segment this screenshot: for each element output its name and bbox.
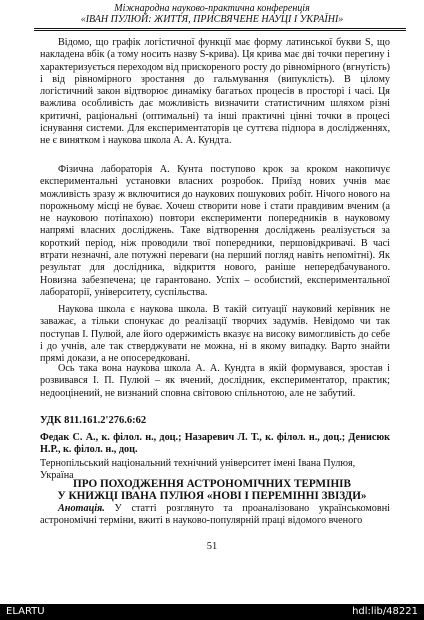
- authors-line: Федак С. А., к. філол. н., доц.; Назаревич Л. Т., к. філол. н., доц.; Денисюк Н.Р., к. філол. н., доц.: [40, 432, 390, 456]
- body-paragraph-2: Фізична лабораторія А. Кунта поступово крок за кроком накопичує експериментальні установки власних розробок. Приїзд нових учнів має можливість зразу ж включитися до наукових пошукових робіт. Нічого нового на порожньому місці не буває. Хочеш створити нове і стати правдивим вченим (а не науковою потіпахою) повтори експерименти попередників в науковому напрямі власних досліджень. Таке відтворення досліджень реалізується за короткий період, ніж проводили твої попередники, першовідкривачі. В часі втрати незначні, але потужні переваги (на перший погляд навіть непомітні). Як результат для дослідника, відкриття нового, раніше непередбачуваного. Новизна забезпечена; це гарантовано. Успіх – особистий, експериментальної лабораторії, університету, суспільства.: [40, 164, 390, 298]
- affiliation-line: Тернопільський національний технічний університет імені Івана Пулюя, Україна: [40, 458, 356, 482]
- handle-identifier: hdl:lib/48221: [352, 606, 418, 617]
- conference-header-line1: Міжнародна науково-практична конференція: [114, 3, 310, 14]
- header-rule-top: [34, 28, 406, 29]
- body-paragraph-1: Відомо, що графік логістичної функції має форму латинської букви S, що накладена вбік (а тому носить назву S-крива). Ця крива має дві точки перегину і характеризується переходом від прискореного росту до рівномірного (вгнутість) і від рівномірного зростання до гальмування (випуклість). В цілому логістичний закон відтворює динаміку багатьох процесів в просторі і часі. Ця важлива особливість дає можливість визначити статистичним шляхом різні критичні, раціональні (оптимальні) та інші практичні цінні точки в процесі існування системи. Для експериментаторів це суттєва підпора в дослідженнях, не є винятком і наукова школа А. А. Кундта.: [40, 37, 390, 147]
- body-paragraph-3: Наукова школа є наукова школа. В такій ситуації науковий керівник не заважає, а тільки спонукає до реалізації творчих задумів. Невідомо чи так поступав І. Пулюй, але його одержимість вказує на високу вимогливість до себе і до учнів, але так стверджувати не можна, ні в якому випадку. Варто знайти прямі докази, а не опосередковані.: [40, 304, 390, 365]
- article-title-line2: У КНИЖЦІ ІВАНА ПУЛЮЯ «НОВІ І ПЕРЕМІННІ ЗВІЗДИ»: [57, 490, 367, 502]
- header-rule-bottom: [34, 30, 406, 31]
- conference-header-line2: «ІВАН ПУЛЮЙ: ЖИТТЯ, ПРИСВЯЧЕНЕ НАУЦІ І УКРАЇНІ»: [80, 14, 344, 25]
- abstract-label: Анотація.: [58, 503, 105, 514]
- abstract-paragraph: [40, 503, 390, 528]
- repository-label: ELARTU: [6, 606, 45, 617]
- page-number: 51: [206, 541, 218, 552]
- udk-code: УДК 811.161.2'276.6:62: [40, 415, 147, 426]
- body-paragraph-4: Ось така вона наукова школа А. А. Кундта в якій формувався, зростав і розвивався І. П. Пулюй – як вчений, дослідник, експериментатор, практик; недооцінений, не визнаний сповна світовою спільнотою, але не забутий.: [40, 363, 390, 399]
- abstract-text: У статті розглянуто та проаналізовано українськомовні астрономічні терміни, вжиті в науково-популярній праці відомого вченого: [40, 503, 390, 527]
- article-title-line1: ПРО ПОХОДЖЕННЯ АСТРОНОМІЧНИХ ТЕРМІНІВ: [73, 478, 351, 490]
